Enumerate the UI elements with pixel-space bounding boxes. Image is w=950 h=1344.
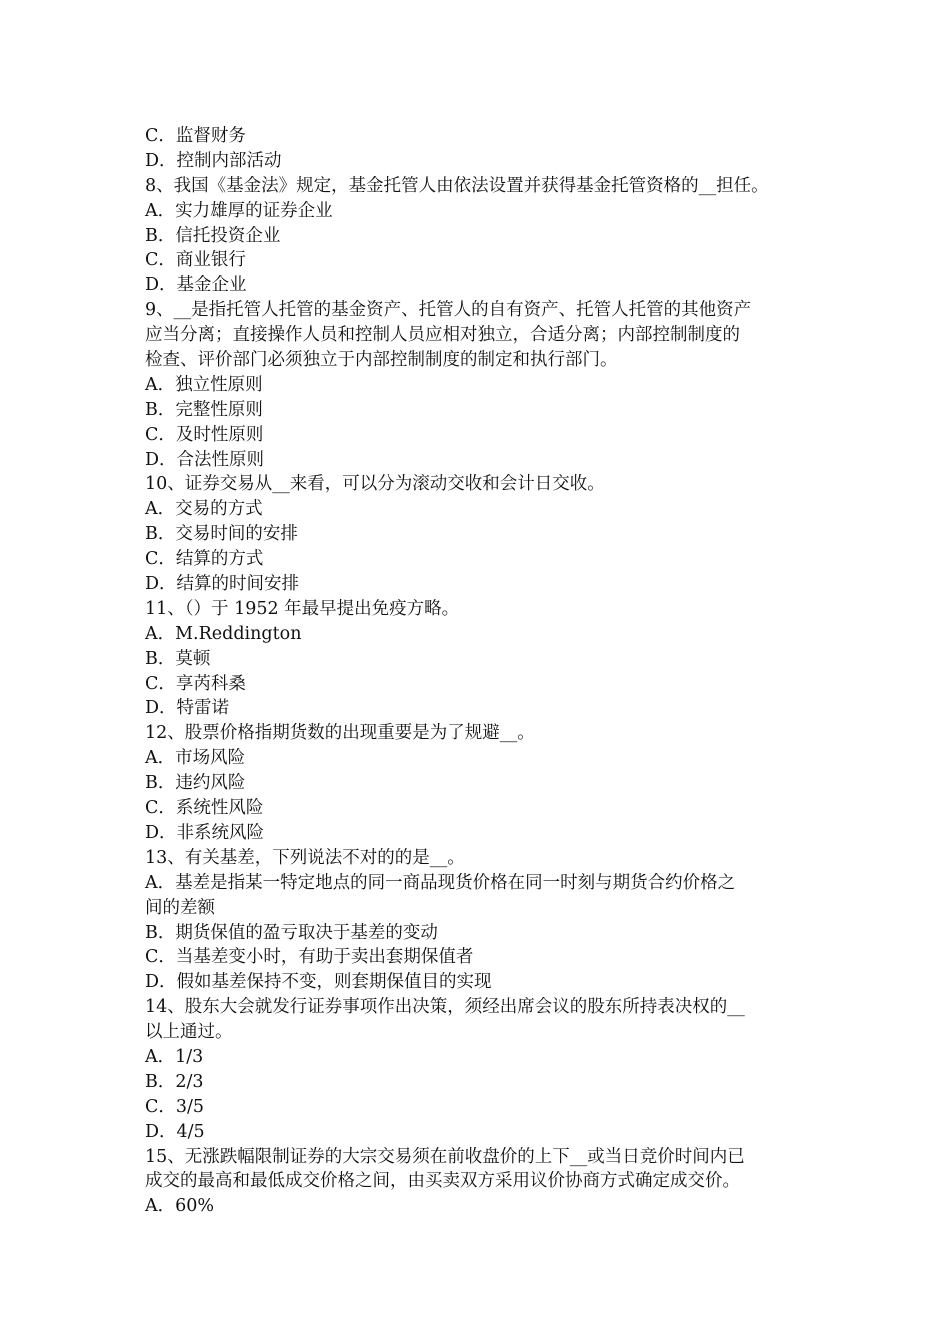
- text-line: D．控制内部活动: [145, 150, 282, 171]
- text-line: A．60%: [145, 1196, 215, 1217]
- text-line: D．基金企业: [145, 275, 247, 296]
- text-line: 检查、评价部门必须独立于内部控制制度的制定和执行部门。: [145, 350, 618, 371]
- text-line: A．实力雄厚的证券企业: [145, 200, 333, 221]
- text-line: C．监督财务: [145, 126, 246, 146]
- text-line: D．非系统风险: [145, 822, 265, 843]
- text-line: B．2/3: [145, 1071, 204, 1092]
- text-line: A．市场风险: [145, 748, 246, 769]
- text-line: B．莫顿: [145, 648, 211, 669]
- text-line: B．交易时间的安排: [145, 524, 298, 545]
- text-line: 13、有关基差，下列说法不对的的是__。: [145, 847, 465, 868]
- text-line: D．合法性原则: [145, 449, 265, 470]
- text-line: B．信托投资企业: [145, 225, 281, 246]
- text-line: 14、股东大会就发行证券事项作出决策，须经出席会议的股东所持表决权的__: [145, 997, 745, 1018]
- text-line: B．完整性原则: [145, 399, 263, 420]
- text-line: A．M.Reddington: [145, 623, 302, 644]
- text-line: 成交的最高和最低成交价格之间，由买卖双方采用议价协商方式确定成交价。: [145, 1171, 740, 1192]
- text-line: 间的差额: [145, 897, 215, 918]
- text-line: C．系统性风险: [145, 798, 264, 819]
- text-line: C．享芮科桑: [145, 673, 246, 694]
- text-line: B．期货保值的盈亏取决于基差的变动: [145, 922, 438, 943]
- text-line: 应当分离；直接操作人员和控制人员应相对独立，合适分离；内部控制制度的: [145, 325, 740, 346]
- text-line: A．交易的方式: [145, 499, 263, 520]
- text-line: A．基差是指某一特定地点的同一商品现货价格在同一时刻与期货合约价格之: [145, 872, 736, 893]
- text-line: A．独立性原则: [145, 374, 263, 395]
- text-line: C．结算的方式: [145, 549, 264, 570]
- text-line: C．3/5: [145, 1096, 205, 1117]
- text-line: C．及时性原则: [145, 424, 264, 445]
- text-line: 12、股票价格指期货数的出现重要是为了规避__。: [145, 723, 535, 744]
- text-line: 11、（）于 1952 年最早提出免疫方略。: [145, 598, 460, 619]
- text-line: D．结算的时间安排: [145, 574, 300, 595]
- text-line: 15、无涨跌幅限制证券的大宗交易须在前收盘价的上下__或当日竞价时间内已: [145, 1146, 745, 1167]
- text-line: D．特雷诺: [145, 698, 230, 719]
- text-line: B．违约风险: [145, 773, 246, 794]
- text-line: D．4/5: [145, 1121, 205, 1142]
- document-body: [145, 124, 815, 1219]
- text-line: C．当基差变小时，有助于卖出套期保值者: [145, 947, 474, 968]
- text-line: 8、我国《基金法》规定，基金托管人由依法设置并获得基金托管资格的__担任。: [145, 175, 769, 196]
- text-line: C．商业银行: [145, 250, 246, 271]
- text-line: 10、证券交易从__来看，可以分为滚动交收和会计日交收。: [145, 474, 605, 495]
- text-line: 9、__是指托管人托管的基金资产、托管人的自有资产、托管人托管的其他资产: [145, 300, 752, 321]
- text-line: A．1/3: [145, 1046, 204, 1067]
- text-line: 以上通过。: [145, 1022, 233, 1043]
- text-line: D．假如基差保持不变，则套期保值目的实现: [145, 972, 492, 993]
